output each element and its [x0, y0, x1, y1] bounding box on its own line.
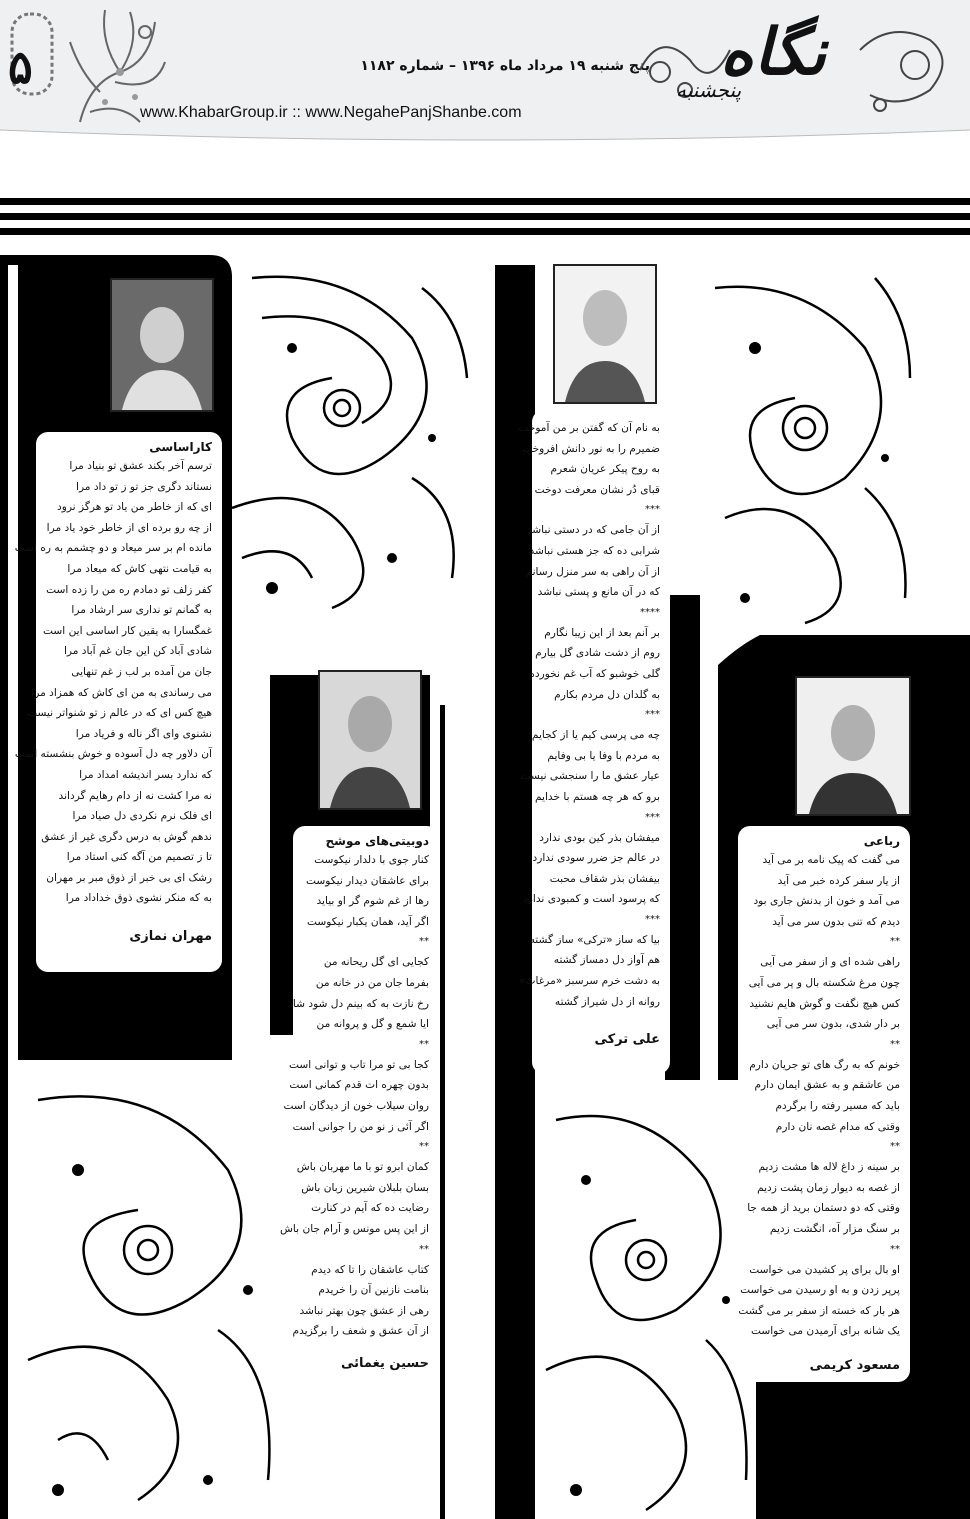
poem-line: روانه از دل شیراز گشته: [554, 995, 660, 1008]
poem-line: میفشان بذر کین بودی ندارد: [539, 831, 660, 844]
poem-line: که پرسود است و کمبودی ندارد: [523, 893, 660, 906]
poem-line: بر سنگ مزار آه، انگشت زدیم: [769, 1222, 900, 1235]
poem-line: که در آن مانع و پستی نباشد: [537, 586, 660, 599]
author-photo-karimi: [795, 676, 911, 816]
poem-line: کجایی ای گل ریحانه من: [323, 956, 429, 969]
stanza-separator: **: [890, 936, 900, 948]
author-photo-torki: [553, 264, 657, 404]
divider-stripe: [0, 213, 970, 220]
poem-line: دیدم که تنی بدون سر می آید: [772, 915, 900, 928]
poem-line: کجا بی تو مرا تاب و توانی است: [289, 1058, 429, 1071]
poem-line: بفرما جان من در خانه من: [315, 976, 429, 989]
poem-line: کنار جوی با دلدار نیکوست: [314, 854, 429, 866]
page-number: ۵: [8, 40, 33, 94]
poem-line: می گفت که پیک نامه بر می آید: [762, 854, 900, 866]
website-links[interactable]: www.KhabarGroup.ir :: www.NegahePanjShanbe.com: [140, 104, 522, 121]
poem-line: هیچ کس ای که در عالم ز تو شنواتر نیست: [27, 707, 212, 720]
poem-card-namazi: [14, 432, 222, 972]
poem-line: رضایت ده که آیم در کنارت: [311, 1202, 429, 1215]
person-portrait-icon: [797, 678, 909, 814]
poem-line: روم از دشت شادی گل بیارم: [535, 647, 660, 660]
stanza-separator: ***: [645, 811, 660, 823]
stanza-separator: **: [419, 1038, 429, 1050]
stanza-separator: ***: [645, 504, 660, 516]
poem-line: بر آنم بعد از این زیبا نگارم: [544, 626, 660, 639]
paisley-ornament-bottom-center: [536, 1080, 756, 1519]
newspaper-logo[interactable]: نگاه: [720, 15, 827, 90]
poem-card-karimi: [738, 826, 910, 1382]
poem-line: ای فلک نرم نکردی دل صیاد مرا: [72, 810, 212, 823]
poem-line: بر سینه ز داغ لاله ها مشت زدیم: [758, 1161, 900, 1174]
poem-card-yaghmaei: [280, 826, 439, 1396]
poem-line: یک شانه برای آرمیدن می خواست: [750, 1325, 900, 1338]
poem-line: اگر آید، همان یکبار نیکوست: [307, 915, 429, 928]
poem-line: وقتی که مدام غصه نان دارم: [775, 1120, 900, 1133]
poem-line: بدون چهره ات قدم کمانی است: [289, 1079, 429, 1092]
poem-line: راهی شده ای و از سفر می آیی: [760, 956, 900, 969]
poem-line: کمان ابرو تو با ما مهربان باش: [296, 1161, 429, 1174]
poem-line: به مردم با وفا یا بی وفایم: [547, 749, 660, 762]
issue-dateline: پنج شنبه ۱۹ مرداد ماه ۱۳۹۶ – شماره ۱۱۸۲: [360, 58, 650, 74]
poem-line: اگر آئی ز نو من را جوانی است: [292, 1120, 429, 1133]
poem-line: ندهم گوش به درس دگری غیر از عشق: [41, 830, 212, 843]
poem-line: بر دار شدی، بدون سر می آیی: [766, 1018, 900, 1031]
poem-line: رشک ای بی خبر از ذوق مبر بر مهران: [46, 871, 212, 884]
poem-line: آن دلاور چه دل آسوده و خوش بنشسته است: [14, 748, 212, 761]
poem-line: به دشت خرم سرسبز «مرغاب»: [519, 975, 660, 988]
poem-line: از آن جامی که در دستی نباشد: [526, 524, 660, 537]
poem-lines: [738, 850, 900, 1342]
poem-line: هم آواز دل دمساز گشته: [553, 954, 660, 967]
poem-line: به روح پیکر عریان شعرم: [550, 463, 660, 476]
poem-line: از چه رو برده ای از خاطر خود یاد مرا: [46, 521, 212, 534]
poem-line: به که منکر نشوی ذوق خداداد مرا: [65, 892, 212, 905]
poem-line: خونم که به رگ های تو جریان دارم: [749, 1058, 900, 1071]
poem-line: ترسم آخر بکند عشق تو بنیاد مرا: [69, 460, 212, 472]
poem-line: ای که از خاطر من یاد تو هرگز نرود: [56, 501, 212, 514]
poem-line: چه می پرسی کیم یا از کجایم: [531, 729, 660, 742]
poem-line: روان سیلاب خون از دیدگان است: [283, 1099, 429, 1112]
poem-line: می رساندی به من ای کاش که همزاد مرا: [31, 686, 212, 699]
poem-line: که ندارد بسر اندیشه امداد مرا: [79, 768, 212, 781]
stanza-separator: **: [890, 1141, 900, 1153]
poem-title: کاراساسی: [149, 440, 212, 454]
poem-line: کتاب عاشقان را تا که دیدم: [311, 1263, 429, 1276]
stanza-separator: ****: [640, 606, 660, 618]
poem-line: گلی خوشبو که آب غم نخورده: [529, 667, 660, 680]
poem-lines: [14, 456, 212, 909]
poem-line: شرابی ده که جز هستی نباشد: [529, 544, 660, 557]
poem-line: تا ز تصمیم من آگه کنی استاد مرا: [66, 851, 212, 864]
divider-stripe: [0, 198, 970, 205]
divider-stripe: [0, 228, 970, 235]
paisley-ornament-top-left: [232, 258, 472, 618]
poem-card-torki: [518, 410, 670, 1074]
stanza-separator: ***: [645, 913, 660, 925]
poem-line: او بال برای پر کشیدن می خواست: [749, 1263, 900, 1276]
poem-lines: [280, 850, 429, 1342]
author-name: علی ترکی: [594, 1032, 660, 1048]
poem-line: وقتی که دو دستمان برید از همه جا: [747, 1202, 900, 1215]
person-portrait-icon: [112, 280, 212, 410]
poem-line: مانده ام بر سر میعاد و دو چشمم به ره است: [14, 542, 212, 555]
poem-line: نشنوی وای اگر ناله و فریاد مرا: [75, 727, 212, 740]
poem-line: از یار سفر کرده خبر می آید: [777, 874, 900, 887]
paisley-ornament-bottom-left: [18, 1060, 288, 1519]
paisley-ornament-top-right: [705, 258, 915, 628]
author-photo-yaghmaei: [318, 670, 422, 810]
stanza-separator: **: [419, 1141, 429, 1153]
author-name: مسعود کریمی: [809, 1357, 900, 1373]
author-name: حسین یغمائی: [341, 1355, 429, 1371]
poem-line: به گلدان دل مردم بکارم: [554, 688, 660, 701]
stanza-separator: **: [890, 1038, 900, 1050]
newspaper-logo-subtitle: پنجشنبه: [676, 78, 742, 102]
poem-line: جان من آمده بر لب ز غم تنهایی: [71, 665, 212, 678]
poem-line: غمگسارا به یقین کار اساسی این است: [43, 624, 212, 637]
poem-line: برو که هر چه هستم با خدایم: [534, 790, 660, 803]
poem-line: می آمد و خون از بدنش جاری بود: [753, 895, 900, 908]
poem-line: به نام آن که گفتن بر من آموخت: [518, 422, 660, 434]
poem-lines: [518, 418, 660, 1012]
poem-line: از غصه به دیوار زمان پشت زدیم: [757, 1181, 900, 1194]
poem-line: نستاند دگری جز تو ز تو داد مرا: [76, 480, 212, 493]
poem-line: عیار عشق ما را سنجشی نیست: [520, 770, 660, 783]
poem-line: بیا که ساز «ترکی» ساز گشته: [529, 933, 660, 946]
person-portrait-icon: [320, 672, 420, 808]
poem-line: به قیامت نتهی کاش که میعاد مرا: [67, 562, 212, 575]
poem-line: بنامت نازنین آن را خریدم: [318, 1284, 429, 1297]
poem-title: دوبیتی‌های موشح: [325, 834, 429, 848]
poem-line: از آن عشق و شعف را برگزیدم: [292, 1325, 429, 1338]
poem-line: کفر زلف تو دمادم ره من را زده است: [46, 583, 212, 596]
stanza-separator: **: [890, 1243, 900, 1255]
poem-line: از آن راهی به سر منزل رسانم: [525, 565, 660, 578]
poem-line: من عاشقم و به عشق ایمان دارم: [754, 1079, 900, 1092]
poem-line: رخ نازت به که بینم دل شود شاد: [288, 997, 429, 1010]
poem-line: ایا شمع و گل و پروانه من: [316, 1018, 429, 1031]
poem-line: نه مرا کشت نه از دام رهایم گرداند: [58, 789, 212, 802]
person-portrait-icon: [555, 266, 655, 402]
poem-line: ضمیرم را به نور دانش افروخت: [522, 442, 660, 455]
poem-line: هر بار که خسته از سفر بر می گشت: [738, 1304, 900, 1317]
poem-line: باید که مسیر رفته را برگردم: [775, 1099, 900, 1112]
poem-line: چون مرغ شکسته بال و پر می آیی: [748, 976, 900, 989]
author-name: مهران نمازی: [129, 929, 212, 945]
stanza-separator: ***: [645, 709, 660, 721]
poem-line: قبای دُر نشان معرفت دوخت: [534, 483, 660, 496]
poem-line: از این پس مونس و آرام جان باش: [280, 1222, 429, 1235]
poem-line: به گمانم تو نداری سر ارشاد مرا: [71, 604, 212, 617]
author-photo-namazi: [110, 278, 214, 412]
poem-line: برای عاشقان دیدار نیکوست: [306, 874, 429, 887]
poem-line: در عالم جز ضرر سودی ندارد: [532, 852, 660, 865]
poem-line: پرپر زدن و به او رسیدن می خواست: [740, 1284, 900, 1297]
poem-line: کس هیچ نگفت و گوش هایم نشنید: [749, 997, 900, 1010]
stanza-separator: **: [419, 1243, 429, 1255]
poem-line: رهی از عشق چون بهتر نباشد: [299, 1304, 429, 1317]
poem-line: بیفشان بذر شقاف محبت: [549, 872, 660, 885]
poem-line: رها از غم شوم گر او بیاید: [316, 895, 429, 908]
poem-line: بسان بلبلان شیرین زبان باش: [301, 1181, 429, 1194]
stanza-separator: **: [419, 936, 429, 948]
poem-title: رباعی: [863, 834, 900, 848]
poem-line: شادی آباد کن این جان غم آباد مرا: [63, 645, 212, 658]
